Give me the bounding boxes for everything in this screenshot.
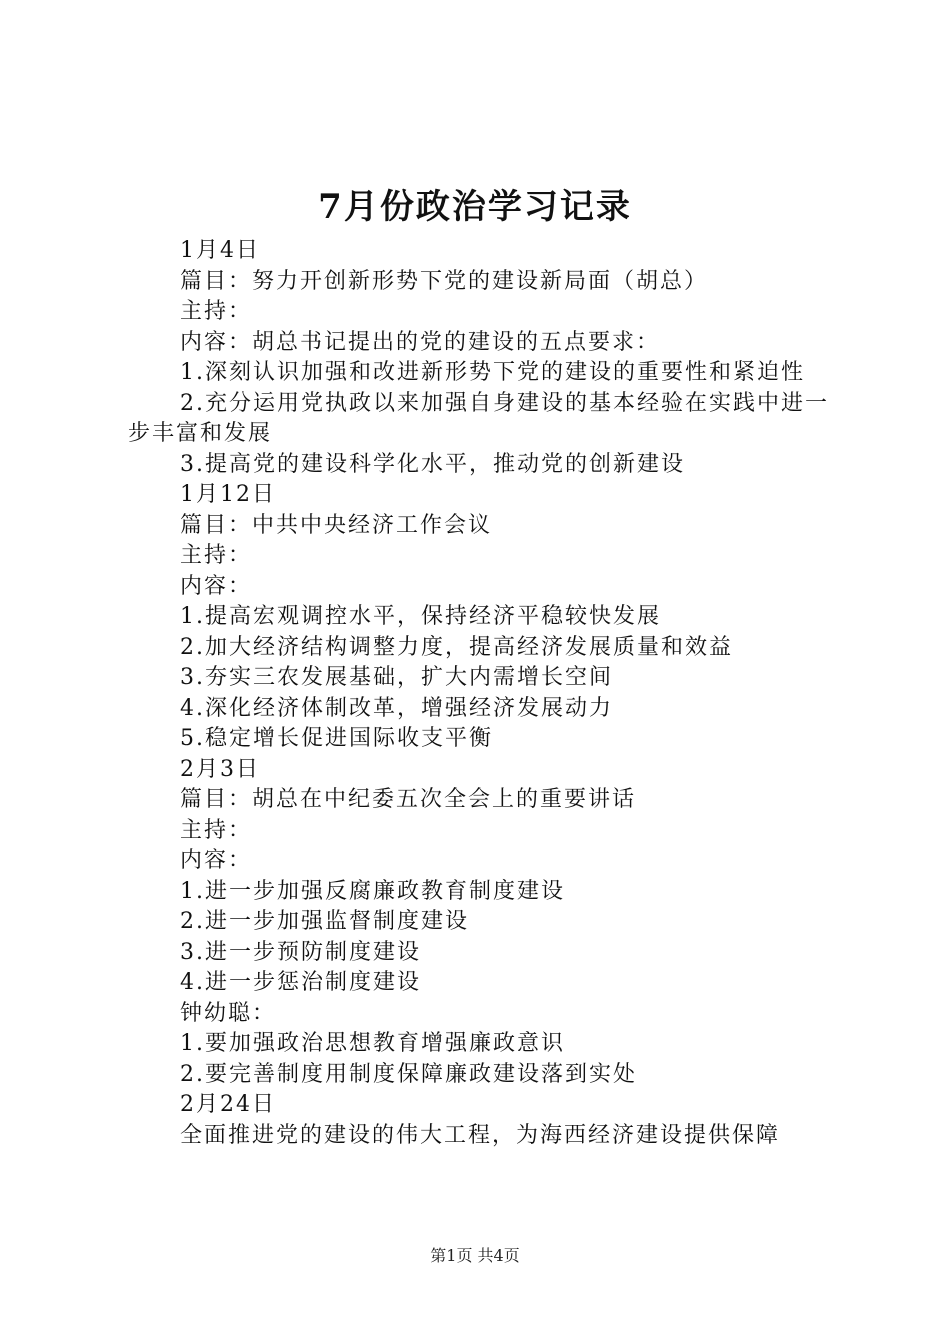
line-item-3-1: 1.进一步加强反腐廉政教育制度建设 <box>180 878 565 904</box>
line-item-1-1: 1.深刻认识加强和改进新形势下党的建设的重要性和紧迫性 <box>180 360 805 385</box>
line-speaker-item-2: 2.要完善制度用制度保障廉政建设落到实处 <box>180 1061 637 1087</box>
line-speaker: 钟幼聪： <box>180 1000 277 1026</box>
line-speaker-item-1: 1.要加强政治思想教育增强廉政意识 <box>180 1031 565 1056</box>
line-date-2: 1月12日 <box>180 482 276 507</box>
line-host-3: 主持： <box>180 817 253 843</box>
line-content-2: 内容： <box>180 573 253 599</box>
line-item-3-4: 4.进一步惩治制度建设 <box>180 970 421 995</box>
line-date-1: 1月4日 <box>180 238 260 263</box>
line-date-4: 2月24日 <box>180 1092 276 1117</box>
line-topic-4: 全面推进党的建设的伟大工程，为海西经济建设提供保障 <box>180 1122 781 1148</box>
line-host-1: 主持： <box>180 299 253 324</box>
line-content-1: 内容：胡总书记提出的党的建设的五点要求： <box>180 329 661 355</box>
line-item-2-1: 1.提高宏观调控水平，保持经济平稳较快发展 <box>180 604 661 629</box>
line-item-1-3: 3.提高党的建设科学化水平，推动党的创新建设 <box>180 451 685 477</box>
line-content-3: 内容： <box>180 848 253 873</box>
line-item-2-5: 5.稳定增长促进国际收支平衡 <box>180 726 493 751</box>
line-topic-2: 篇目：中共中央经济工作会议 <box>180 512 493 538</box>
line-item-2-2: 2.加大经济结构调整力度，提高经济发展质量和效益 <box>180 634 733 660</box>
line-date-3: 2月3日 <box>180 756 260 782</box>
document-body <box>128 236 832 1151</box>
line-item-2-3: 3.夯实三农发展基础，扩大内需增长空间 <box>180 665 613 690</box>
line-item-3-3: 3.进一步预防制度建设 <box>180 939 421 965</box>
line-item-3-2: 2.进一步加强监督制度建设 <box>180 909 469 934</box>
line-topic-3: 篇目：胡总在中纪委五次全会上的重要讲话 <box>180 787 637 812</box>
line-host-2: 主持： <box>180 543 253 568</box>
line-item-2-4: 4.深化经济体制改革，增强经济发展动力 <box>180 695 613 721</box>
line-topic-1: 篇目：努力开创新形势下党的建设新局面（胡总） <box>180 268 709 294</box>
document-title: 7月份政治学习记录 <box>318 187 632 227</box>
line-item-1-2: 2.充分运用党执政以来加强自身建设的基本经验在实践中进一步丰富和发展 <box>128 390 829 446</box>
page-footer: 第1页 共4页 <box>430 1246 520 1265</box>
